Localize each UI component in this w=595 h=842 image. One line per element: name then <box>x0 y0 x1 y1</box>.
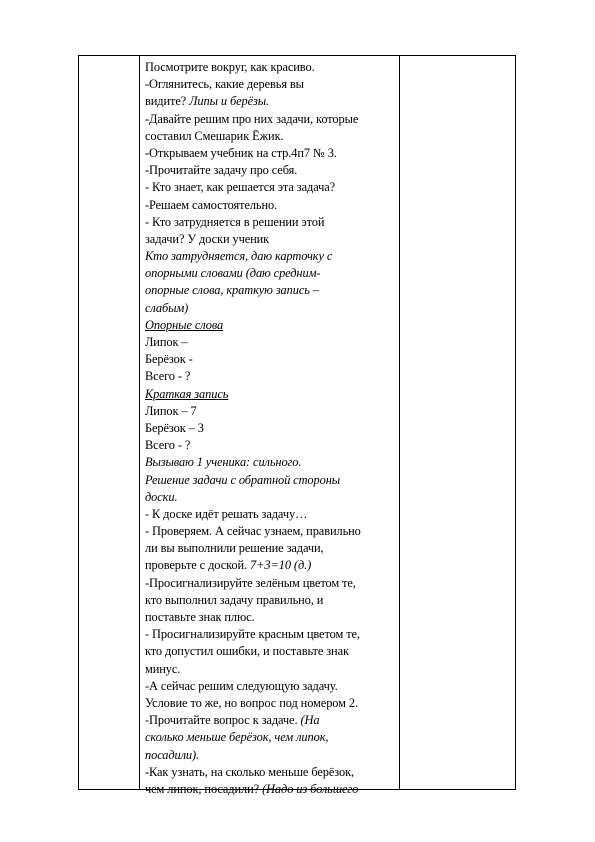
text-run: опорными словами (даю средним- <box>145 266 321 281</box>
text-run: - Проверяем. А сейчас узнаем, правильно <box>145 524 361 539</box>
text-run: видите? <box>145 94 190 109</box>
text-run: - Кто затрудняется в решении этой <box>145 214 325 229</box>
text-line <box>145 197 399 214</box>
text-line <box>145 162 399 179</box>
text-run: посадили). <box>145 747 200 762</box>
text-line <box>145 523 399 540</box>
lesson-text-cell <box>145 59 399 798</box>
text-line <box>145 609 399 626</box>
text-run: сколько меньше берёзок, чем липок, <box>145 730 329 745</box>
text-line <box>145 420 399 437</box>
text-run: проверьте с доской. <box>145 558 251 573</box>
text-run: - К доске идёт решать задачу… <box>145 506 308 521</box>
text-line <box>145 695 399 712</box>
text-run: Опорные слова <box>145 317 224 332</box>
text-run: Краткая запись <box>145 386 229 401</box>
text-run: - Просигнализируйте красным цветом те, <box>145 627 360 642</box>
text-line <box>145 764 399 781</box>
lesson-table <box>78 55 516 796</box>
text-run: чем липок, посадили? <box>145 781 263 796</box>
text-line <box>145 626 399 643</box>
text-line <box>145 265 399 282</box>
text-run: Липок – <box>145 335 188 349</box>
text-run: (На <box>300 713 320 728</box>
text-run: поставьте знак плюс. <box>145 610 255 624</box>
text-run: доски. <box>145 489 178 504</box>
text-line <box>145 712 399 729</box>
text-run: -Открываем учебник на стр.4п7 № 3. <box>145 145 337 160</box>
text-run: -Как узнать, на сколько меньше берёзок, <box>145 764 355 779</box>
text-line <box>145 59 399 76</box>
text-run: Решение задачи с обратной стороны <box>145 472 341 487</box>
text-line <box>145 282 399 299</box>
text-run: Кто затрудняется, даю карточку с <box>145 249 333 264</box>
text-line <box>145 76 399 93</box>
text-run: ли вы выполнили решение задачи, <box>145 541 324 556</box>
text-run: слабым) <box>145 300 189 315</box>
text-run: Берёзок - <box>145 352 193 367</box>
text-line <box>145 747 399 764</box>
text-run: 7+3=10 (д.) <box>250 558 312 573</box>
text-run: составил Смешарик Ёжик. <box>145 128 284 143</box>
text-run: Липы и берёзы. <box>189 94 270 109</box>
text-line <box>145 437 399 454</box>
text-line <box>145 317 399 334</box>
text-line <box>145 179 399 196</box>
text-run: минус. <box>145 661 181 676</box>
text-line <box>145 403 399 420</box>
text-line <box>145 506 399 523</box>
text-run: -Давайте решим про них задачи, которые <box>145 111 359 126</box>
text-line <box>145 489 399 506</box>
text-line <box>145 454 399 471</box>
text-line <box>145 729 399 746</box>
column-divider-left <box>139 56 140 789</box>
text-run: Берёзок – 3 <box>145 420 204 435</box>
text-line <box>145 386 399 403</box>
text-line <box>145 368 399 385</box>
text-line <box>145 472 399 489</box>
text-run: опорные слова, краткую запись – <box>145 283 319 298</box>
text-run: Условие то же, но вопрос под номером 2. <box>145 695 358 710</box>
text-line <box>145 540 399 557</box>
text-run: -Оглянитесь, какие деревья вы <box>145 77 304 92</box>
text-run: -Решаем самостоятельно. <box>145 197 278 212</box>
text-run: Вызываю 1 ученика: сильного. <box>145 455 302 470</box>
text-line <box>145 678 399 695</box>
text-line <box>145 661 399 678</box>
text-line <box>145 231 399 248</box>
text-run: Всего - ? <box>145 369 191 384</box>
text-run: кто выполнил задачу правильно, и <box>145 592 324 607</box>
text-run: кто допустил ошибки, и поставьте знак <box>145 644 349 659</box>
text-run: Липок – 7 <box>145 403 197 418</box>
text-line <box>145 93 399 110</box>
text-line <box>145 145 399 162</box>
text-line <box>145 214 399 231</box>
text-line <box>145 334 399 351</box>
text-line <box>145 248 399 265</box>
text-run: Посмотрите вокруг, как красиво. <box>145 60 315 74</box>
text-run: -Просигнализируйте зелёным цветом те, <box>145 575 356 590</box>
text-run: (Надо из большего <box>262 781 359 796</box>
text-line <box>145 557 399 574</box>
text-run: -Прочитайте задачу про себя. <box>145 163 298 178</box>
text-line <box>145 300 399 317</box>
text-line <box>145 592 399 609</box>
text-line <box>145 111 399 128</box>
text-run: задачи? У доски ученик <box>145 231 270 246</box>
text-line <box>145 351 399 368</box>
text-run: Всего - ? <box>145 438 191 453</box>
text-line <box>145 643 399 660</box>
text-line <box>145 128 399 145</box>
column-divider-right <box>399 56 400 789</box>
text-line <box>145 575 399 592</box>
text-line <box>145 781 399 798</box>
text-run: -А сейчас решим следующую задачу. <box>145 678 338 693</box>
text-run: - Кто знает, как решается эта задача? <box>145 180 336 195</box>
text-run: -Прочитайте вопрос к задаче. <box>145 713 301 728</box>
